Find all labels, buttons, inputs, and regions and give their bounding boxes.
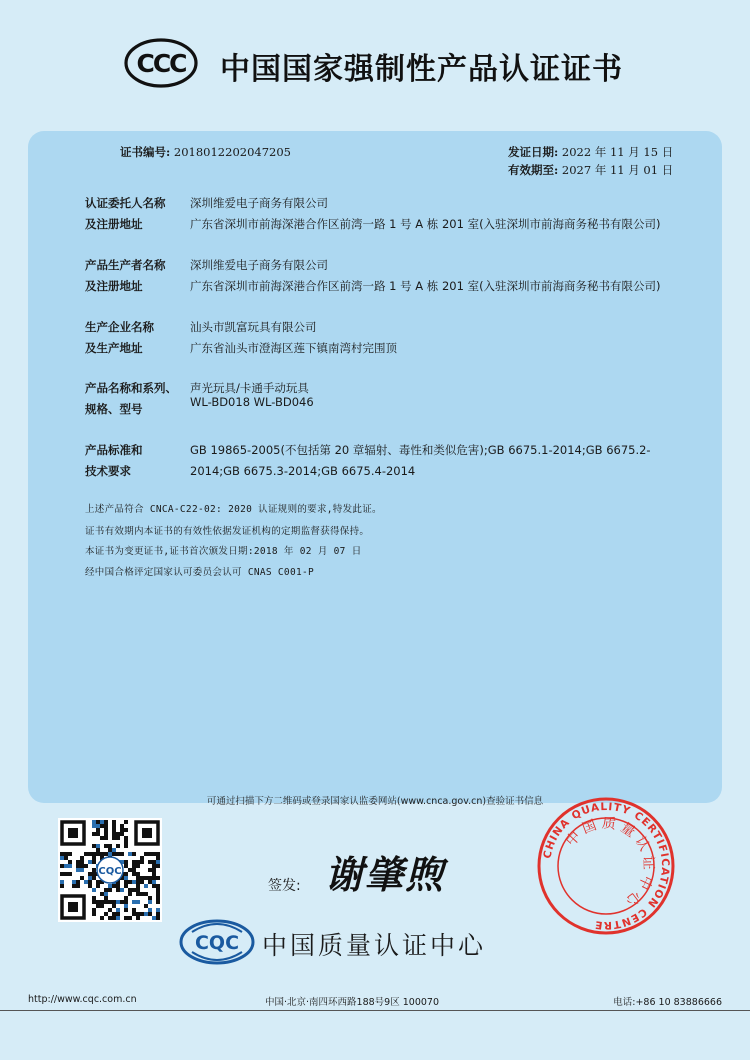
- manufacturer-address-label: 及注册地址: [85, 279, 143, 293]
- note-line: 证书有效期内本证书的有效性依据发证机构的定期监督获得保持。: [85, 526, 370, 537]
- certificate-number-label: 证书编号:: [120, 145, 171, 159]
- applicant-label: 认证委托人名称: [85, 196, 166, 210]
- factory-address-value: 广东省汕头市澄海区莲下镇南湾村完围顶: [190, 341, 397, 355]
- page-title: 中国国家强制性产品认证证书: [220, 52, 623, 87]
- manufacturer-value: 深圳维爱电子商务有限公司: [190, 258, 328, 272]
- manufacturer-label: 产品生产者名称: [85, 258, 166, 272]
- footer-divider: [0, 1010, 750, 1011]
- qr-code[interactable]: [58, 818, 162, 922]
- issue-date-value: 2022 年 11 月 15 日: [561, 145, 674, 159]
- official-seal: [536, 796, 676, 936]
- certificate-number-value: 2018012202047205: [173, 145, 291, 159]
- issuer-name: 中国质量认证中心: [262, 931, 487, 960]
- note-line: 本证书为变更证书,证书首次颁发日期:2018 年 02 月 07 日: [85, 546, 362, 557]
- expiry-date: [508, 162, 673, 178]
- manufacturer-address-value: 广东省深圳市前海深港合作区前湾一路 1 号 A 栋 201 室(入驻深圳市前海商务秘书有限公司): [190, 279, 661, 293]
- standard-value: GB 19865-2005(不包括第 20 章辐射、毒性和类似危害);GB 6675.1-2014;GB 6675.2-2014;GB 6675.3-2014;GB 6675.4-2014: [190, 443, 651, 478]
- standard-label-line2: 技术要求: [85, 464, 131, 478]
- standard-label-line1: 产品标准和: [85, 443, 143, 457]
- issue-date: [508, 144, 673, 160]
- ccc-logo: [124, 38, 198, 88]
- applicant-address-value: 广东省深圳市前海深港合作区前湾一路 1 号 A 栋 201 室(入驻深圳市前海商务秘书有限公司): [190, 217, 661, 231]
- ccc-logo-text: CCC: [136, 49, 186, 78]
- qr-badge-text: CQC: [98, 866, 122, 877]
- product-model-value: WL-BD018 WL-BD046: [190, 395, 314, 409]
- applicant-value: 深圳维爱电子商务有限公司: [190, 196, 328, 210]
- note-line: 经中国合格评定国家认可委员会认可 CNAS C001-P: [85, 567, 315, 578]
- footer-address: 中国·北京·南四环西路188号9区 100070: [265, 997, 440, 1008]
- expiry-date-value: 2027 年 11 月 01 日: [561, 163, 674, 177]
- issue-date-label: 发证日期:: [508, 145, 559, 159]
- product-name-value: 声光玩具/卡通手动玩具: [190, 381, 309, 395]
- signature: [325, 848, 465, 898]
- seal-outer-text: CHINA QUALITY CERTIFICATION CENTRE: [541, 800, 672, 932]
- cqc-logo-text: CQC: [194, 932, 240, 954]
- verification-note: 可通过扫描下方二维码或登录国家认监委网站(www.cnca.gov.cn)查验证书信息: [206, 796, 544, 807]
- applicant-address-label: 及注册地址: [85, 217, 143, 231]
- cqc-logo: [178, 918, 256, 966]
- expiry-date-label: 有效期至:: [508, 163, 559, 177]
- seal-inner-text: 中国质量认证中心: [563, 815, 657, 912]
- factory-value: 汕头市凯富玩具有限公司: [190, 320, 317, 334]
- signature-text: 谢肇煦: [325, 852, 446, 897]
- factory-label: 生产企业名称: [85, 320, 154, 334]
- product-label-line1: 产品名称和系列、: [85, 381, 177, 395]
- footer-website[interactable]: http://www.cqc.com.cn: [28, 994, 137, 1005]
- footer-phone: 电话:+86 10 83886666: [613, 997, 722, 1008]
- product-label-line2: 规格、型号: [85, 402, 143, 416]
- factory-address-label: 及生产地址: [85, 341, 143, 355]
- note-line: 上述产品符合 CNCA-C22-02: 2020 认证规则的要求,特发此证。: [85, 504, 382, 515]
- signature-label: 签发:: [268, 878, 301, 894]
- certificate-number: [120, 144, 291, 160]
